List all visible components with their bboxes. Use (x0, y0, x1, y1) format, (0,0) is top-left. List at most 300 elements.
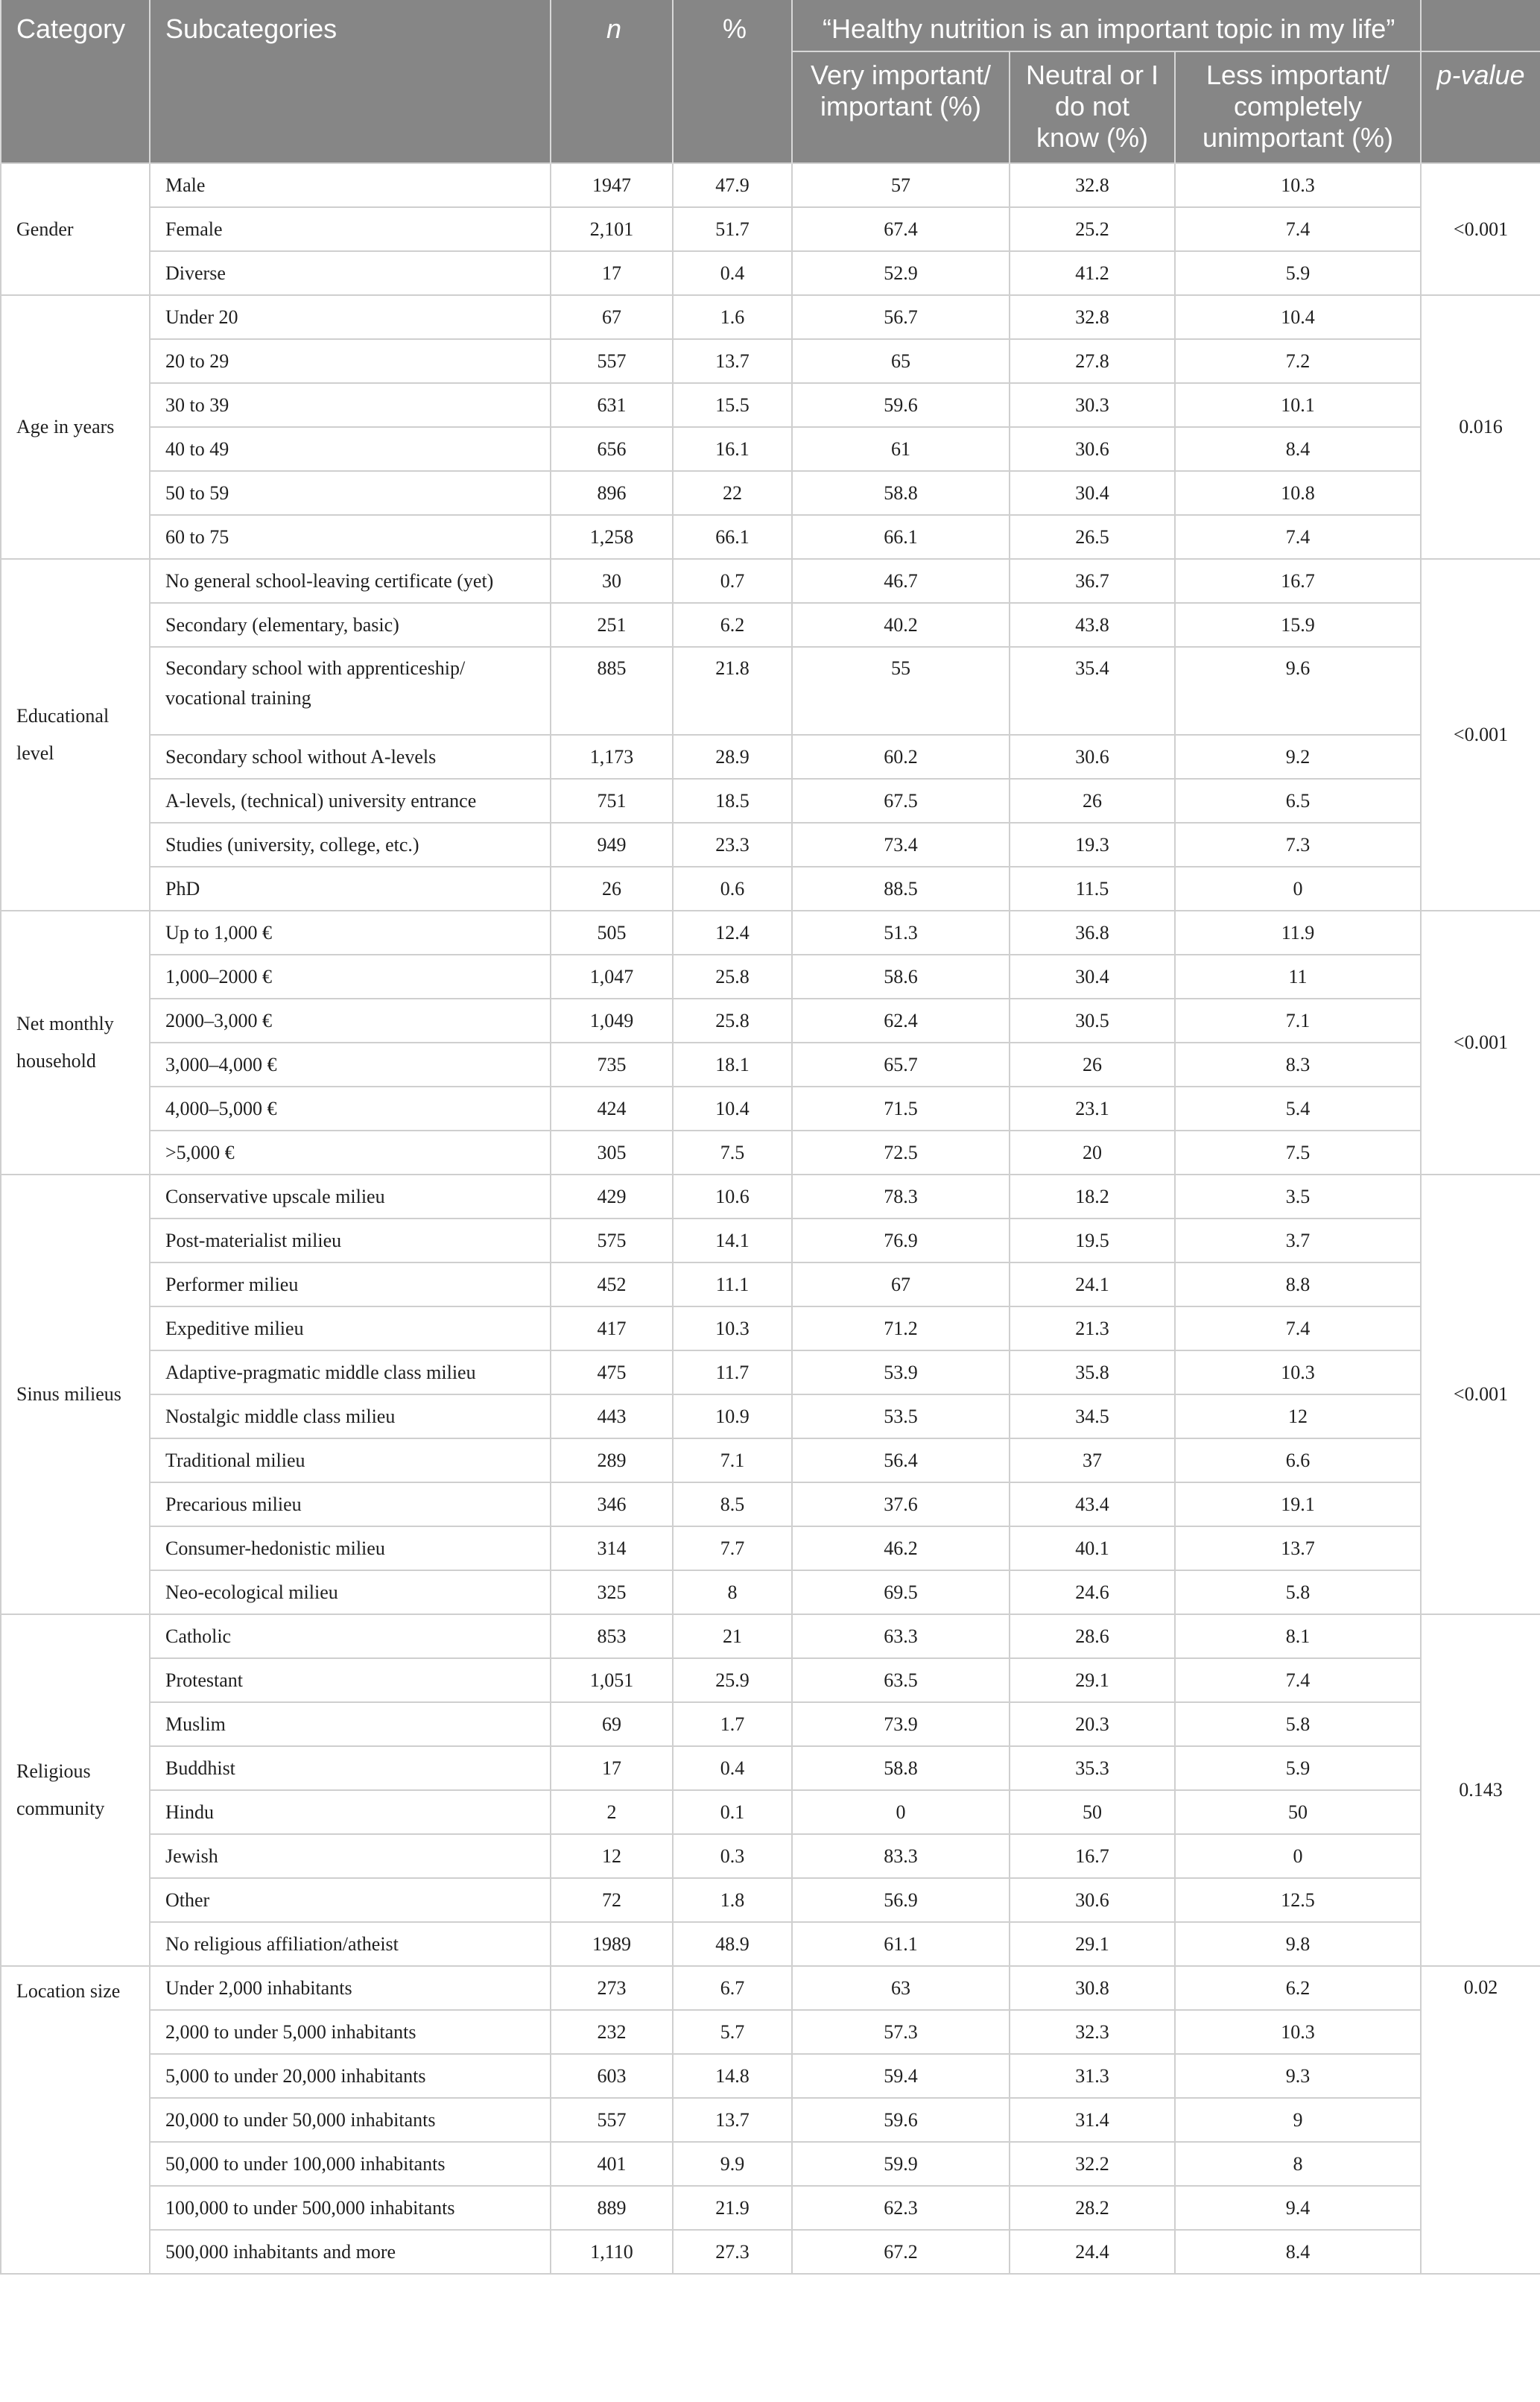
percent-cell: 21 (673, 1614, 792, 1658)
table-row (1, 471, 1540, 515)
n-cell: 17 (551, 1746, 673, 1790)
table-row (1, 1219, 1540, 1262)
percent-cell: 6.7 (673, 1966, 792, 2010)
very-important-cell: 51.3 (792, 911, 1010, 955)
subcategory-cell: No general school-leaving certificate (yet) (150, 559, 551, 603)
less-important-cell: 6.2 (1175, 1966, 1421, 2010)
very-important-cell: 83.3 (792, 1834, 1010, 1878)
subcategory-cell: Conservative upscale milieu (150, 1175, 551, 1219)
neutral-cell: 27.8 (1010, 339, 1175, 383)
very-important-cell: 0 (792, 1790, 1010, 1834)
table-row (1, 1175, 1540, 1219)
less-important-cell: 8.4 (1175, 427, 1421, 471)
less-important-cell: 9.8 (1175, 1922, 1421, 1966)
very-important-cell: 67.5 (792, 779, 1010, 823)
percent-cell: 5.7 (673, 2010, 792, 2054)
neutral-cell: 30.4 (1010, 955, 1175, 999)
subcategory-cell: Performer milieu (150, 1262, 551, 1306)
very-important-cell: 61 (792, 427, 1010, 471)
neutral-cell: 26 (1010, 779, 1175, 823)
subcategory-cell: Male (150, 163, 551, 207)
subcategory-cell: Traditional milieu (150, 1438, 551, 1482)
n-cell: 575 (551, 1219, 673, 1262)
table-row (1, 1087, 1540, 1131)
subcategory-cell: Jewish (150, 1834, 551, 1878)
header-pvalue (1421, 51, 1540, 163)
table-row (1, 1922, 1540, 1966)
less-important-cell: 3.7 (1175, 1219, 1421, 1262)
table-row (1, 1482, 1540, 1526)
very-important-cell: 59.6 (792, 383, 1010, 427)
n-cell: 1,110 (551, 2230, 673, 2274)
neutral-cell: 28.6 (1010, 1614, 1175, 1658)
less-important-cell: 9.4 (1175, 2186, 1421, 2230)
n-cell: 12 (551, 1834, 673, 1878)
subcategory-cell: Precarious milieu (150, 1482, 551, 1526)
subcategory-cell: Studies (university, college, etc.) (150, 823, 551, 867)
percent-cell: 0.3 (673, 1834, 792, 1878)
header-pvalue-text: p-value (1436, 60, 1525, 90)
pvalue-cell: 0.143 (1421, 1614, 1540, 1966)
n-cell: 325 (551, 1570, 673, 1614)
n-cell: 631 (551, 383, 673, 427)
less-important-cell: 5.9 (1175, 1746, 1421, 1790)
subcategory-cell: 2,000 to under 5,000 inhabitants (150, 2010, 551, 2054)
less-important-cell: 9 (1175, 2098, 1421, 2142)
category-cell: Gender (1, 163, 150, 295)
less-important-cell: 11 (1175, 955, 1421, 999)
percent-cell: 66.1 (673, 515, 792, 559)
percent-cell: 27.3 (673, 2230, 792, 2274)
very-important-cell: 71.2 (792, 1306, 1010, 1350)
subcategory-cell: Under 2,000 inhabitants (150, 1966, 551, 2010)
very-important-cell: 63.3 (792, 1614, 1010, 1658)
percent-cell: 10.4 (673, 1087, 792, 1131)
n-cell: 2,101 (551, 207, 673, 251)
n-cell: 735 (551, 1043, 673, 1087)
percent-cell: 25.9 (673, 1658, 792, 1702)
less-important-cell: 0 (1175, 867, 1421, 911)
subcategory-cell: Expeditive milieu (150, 1306, 551, 1350)
subcategory-cell: 20 to 29 (150, 339, 551, 383)
subcategory-cell: 50,000 to under 100,000 inhabitants (150, 2142, 551, 2186)
pvalue-cell: <0.001 (1421, 1175, 1540, 1614)
subcategory-cell: Muslim (150, 1702, 551, 1746)
table-row (1, 823, 1540, 867)
pvalue-cell: 0.02 (1421, 1966, 1540, 2274)
category-cell: Sinus milieus (1, 1175, 150, 1614)
percent-cell: 23.3 (673, 823, 792, 867)
less-important-cell: 12 (1175, 1394, 1421, 1438)
less-important-cell: 8 (1175, 2142, 1421, 2186)
less-important-cell: 7.4 (1175, 515, 1421, 559)
table-row (1, 251, 1540, 295)
less-important-cell: 3.5 (1175, 1175, 1421, 1219)
header-very-important: Very important/ important (%) (792, 51, 1010, 163)
subcategory-cell: Secondary school without A-levels (150, 735, 551, 779)
table-row (1, 955, 1540, 999)
pvalue-cell: <0.001 (1421, 163, 1540, 295)
percent-cell: 25.8 (673, 955, 792, 999)
very-important-cell: 37.6 (792, 1482, 1010, 1526)
percent-cell: 7.7 (673, 1526, 792, 1570)
pvalue-cell: 0.016 (1421, 295, 1540, 559)
header-n: n (551, 0, 673, 163)
percent-cell: 0.4 (673, 1746, 792, 1790)
very-important-cell: 67.2 (792, 2230, 1010, 2274)
table-row (1, 207, 1540, 251)
header-percent: % (673, 0, 792, 163)
very-important-cell: 72.5 (792, 1131, 1010, 1175)
very-important-cell: 55 (792, 647, 1010, 735)
neutral-cell: 20.3 (1010, 1702, 1175, 1746)
less-important-cell: 9.3 (1175, 2054, 1421, 2098)
table-row (1, 163, 1540, 207)
less-important-cell: 50 (1175, 1790, 1421, 1834)
n-cell: 30 (551, 559, 673, 603)
header-less-important: Less important/ completely unimportant (%) (1175, 51, 1421, 163)
table-row (1, 1394, 1540, 1438)
table-row (1, 999, 1540, 1043)
very-important-cell: 69.5 (792, 1570, 1010, 1614)
n-cell: 557 (551, 2098, 673, 2142)
table-row (1, 603, 1540, 647)
neutral-cell: 31.4 (1010, 2098, 1175, 2142)
less-important-cell: 16.7 (1175, 559, 1421, 603)
less-important-cell: 5.8 (1175, 1702, 1421, 1746)
neutral-cell: 25.2 (1010, 207, 1175, 251)
n-cell: 346 (551, 1482, 673, 1526)
table-row (1, 911, 1540, 955)
table-row (1, 2186, 1540, 2230)
n-cell: 429 (551, 1175, 673, 1219)
very-important-cell: 65.7 (792, 1043, 1010, 1087)
n-cell: 273 (551, 1966, 673, 2010)
less-important-cell: 5.9 (1175, 251, 1421, 295)
subcategory-cell: Hindu (150, 1790, 551, 1834)
percent-cell: 1.7 (673, 1702, 792, 1746)
n-cell: 251 (551, 603, 673, 647)
very-important-cell: 46.2 (792, 1526, 1010, 1570)
n-cell: 1,258 (551, 515, 673, 559)
very-important-cell: 78.3 (792, 1175, 1010, 1219)
less-important-cell: 7.4 (1175, 1306, 1421, 1350)
very-important-cell: 66.1 (792, 515, 1010, 559)
n-cell: 949 (551, 823, 673, 867)
subcategory-cell: 20,000 to under 50,000 inhabitants (150, 2098, 551, 2142)
header-category: Category (1, 0, 150, 163)
neutral-cell: 24.4 (1010, 2230, 1175, 2274)
subcategory-cell: 5,000 to under 20,000 inhabitants (150, 2054, 551, 2098)
n-cell: 69 (551, 1702, 673, 1746)
neutral-cell: 24.1 (1010, 1262, 1175, 1306)
n-cell: 1,049 (551, 999, 673, 1043)
category-cell: Location size (1, 1966, 150, 2274)
n-cell: 1,051 (551, 1658, 673, 1702)
less-important-cell: 6.6 (1175, 1438, 1421, 1482)
table-row (1, 515, 1540, 559)
table-row (1, 2230, 1540, 2274)
less-important-cell: 8.3 (1175, 1043, 1421, 1087)
n-cell: 603 (551, 2054, 673, 2098)
neutral-cell: 35.8 (1010, 1350, 1175, 1394)
header-subcategories: Subcategories (150, 0, 551, 163)
subcategory-cell: Secondary (elementary, basic) (150, 603, 551, 647)
very-important-cell: 76.9 (792, 1219, 1010, 1262)
very-important-cell: 88.5 (792, 867, 1010, 911)
neutral-cell: 21.3 (1010, 1306, 1175, 1350)
less-important-cell: 7.4 (1175, 1658, 1421, 1702)
very-important-cell: 73.4 (792, 823, 1010, 867)
header-blank (1421, 0, 1540, 51)
very-important-cell: 56.4 (792, 1438, 1010, 1482)
very-important-cell: 58.8 (792, 1746, 1010, 1790)
subcategory-cell: 2000–3,000 € (150, 999, 551, 1043)
table-row (1, 339, 1540, 383)
subcategory-cell: Protestant (150, 1658, 551, 1702)
less-important-cell: 0 (1175, 1834, 1421, 1878)
n-cell: 1989 (551, 1922, 673, 1966)
percent-cell: 1.8 (673, 1878, 792, 1922)
subcategory-cell: Diverse (150, 251, 551, 295)
very-important-cell: 57.3 (792, 2010, 1010, 2054)
n-cell: 232 (551, 2010, 673, 2054)
less-important-cell: 7.3 (1175, 823, 1421, 867)
less-important-cell: 11.9 (1175, 911, 1421, 955)
category-cell: Educational level (1, 559, 150, 911)
percent-cell: 51.7 (673, 207, 792, 251)
very-important-cell: 67 (792, 1262, 1010, 1306)
subcategory-cell: Neo-ecological milieu (150, 1570, 551, 1614)
very-important-cell: 53.5 (792, 1394, 1010, 1438)
less-important-cell: 8.1 (1175, 1614, 1421, 1658)
percent-cell: 18.5 (673, 779, 792, 823)
percent-cell: 28.9 (673, 735, 792, 779)
table-row (1, 1526, 1540, 1570)
less-important-cell: 5.8 (1175, 1570, 1421, 1614)
neutral-cell: 30.6 (1010, 427, 1175, 471)
less-important-cell: 6.5 (1175, 779, 1421, 823)
n-cell: 656 (551, 427, 673, 471)
neutral-cell: 31.3 (1010, 2054, 1175, 2098)
percent-cell: 10.6 (673, 1175, 792, 1219)
less-important-cell: 10.3 (1175, 163, 1421, 207)
percent-cell: 47.9 (673, 163, 792, 207)
table-row (1, 1658, 1540, 1702)
table-row (1, 1262, 1540, 1306)
subcategory-cell: 100,000 to under 500,000 inhabitants (150, 2186, 551, 2230)
table-row (1, 427, 1540, 471)
very-important-cell: 46.7 (792, 559, 1010, 603)
n-cell: 443 (551, 1394, 673, 1438)
less-important-cell: 7.2 (1175, 339, 1421, 383)
category-cell: Net monthly household (1, 911, 150, 1175)
n-cell: 401 (551, 2142, 673, 2186)
neutral-cell: 32.8 (1010, 163, 1175, 207)
very-important-cell: 63.5 (792, 1658, 1010, 1702)
table-row (1, 383, 1540, 427)
very-important-cell: 56.9 (792, 1878, 1010, 1922)
table-row (1, 779, 1540, 823)
less-important-cell: 13.7 (1175, 1526, 1421, 1570)
very-important-cell: 60.2 (792, 735, 1010, 779)
n-cell: 72 (551, 1878, 673, 1922)
less-important-cell: 8.8 (1175, 1262, 1421, 1306)
pvalue-cell: <0.001 (1421, 911, 1540, 1175)
percent-cell: 14.8 (673, 2054, 792, 2098)
table-row (1, 2054, 1540, 2098)
table-row (1, 2010, 1540, 2054)
n-cell: 452 (551, 1262, 673, 1306)
very-important-cell: 58.6 (792, 955, 1010, 999)
table-row (1, 1350, 1540, 1394)
neutral-cell: 43.8 (1010, 603, 1175, 647)
neutral-cell: 19.3 (1010, 823, 1175, 867)
very-important-cell: 71.5 (792, 1087, 1010, 1131)
pvalue-cell: <0.001 (1421, 559, 1540, 911)
subcategory-cell: >5,000 € (150, 1131, 551, 1175)
table-row (1, 1614, 1540, 1658)
n-cell: 1,173 (551, 735, 673, 779)
less-important-cell: 8.4 (1175, 2230, 1421, 2274)
n-cell: 424 (551, 1087, 673, 1131)
neutral-cell: 23.1 (1010, 1087, 1175, 1131)
subcategory-cell: 60 to 75 (150, 515, 551, 559)
table-row (1, 1438, 1540, 1482)
n-cell: 1,047 (551, 955, 673, 999)
less-important-cell: 12.5 (1175, 1878, 1421, 1922)
neutral-cell: 32.8 (1010, 295, 1175, 339)
neutral-cell: 30.8 (1010, 1966, 1175, 2010)
subcategory-cell: Other (150, 1878, 551, 1922)
neutral-cell: 34.5 (1010, 1394, 1175, 1438)
less-important-cell: 10.8 (1175, 471, 1421, 515)
very-important-cell: 61.1 (792, 1922, 1010, 1966)
neutral-cell: 30.6 (1010, 735, 1175, 779)
subcategory-cell: 4,000–5,000 € (150, 1087, 551, 1131)
n-cell: 417 (551, 1306, 673, 1350)
table-row (1, 1043, 1540, 1087)
table-row (1, 735, 1540, 779)
very-important-cell: 62.3 (792, 2186, 1010, 2230)
subcategory-cell: Consumer-hedonistic milieu (150, 1526, 551, 1570)
table-row (1, 1306, 1540, 1350)
subcategory-cell: Adaptive-pragmatic middle class milieu (150, 1350, 551, 1394)
table-row (1, 2098, 1540, 2142)
very-important-cell: 67.4 (792, 207, 1010, 251)
n-cell: 305 (551, 1131, 673, 1175)
neutral-cell: 37 (1010, 1438, 1175, 1482)
subcategory-cell: PhD (150, 867, 551, 911)
very-important-cell: 53.9 (792, 1350, 1010, 1394)
less-important-cell: 5.4 (1175, 1087, 1421, 1131)
n-cell: 557 (551, 339, 673, 383)
very-important-cell: 63 (792, 1966, 1010, 2010)
less-important-cell: 10.1 (1175, 383, 1421, 427)
percent-cell: 13.7 (673, 2098, 792, 2142)
subcategory-cell: Female (150, 207, 551, 251)
subcategory-cell: No religious affiliation/atheist (150, 1922, 551, 1966)
percent-cell: 8 (673, 1570, 792, 1614)
less-important-cell: 7.4 (1175, 207, 1421, 251)
neutral-cell: 30.4 (1010, 471, 1175, 515)
table-row (1, 1570, 1540, 1614)
percent-cell: 10.9 (673, 1394, 792, 1438)
very-important-cell: 62.4 (792, 999, 1010, 1043)
neutral-cell: 28.2 (1010, 2186, 1175, 2230)
percent-cell: 48.9 (673, 1922, 792, 1966)
neutral-cell: 19.5 (1010, 1219, 1175, 1262)
percent-cell: 6.2 (673, 603, 792, 647)
subcategory-cell: 3,000–4,000 € (150, 1043, 551, 1087)
neutral-cell: 50 (1010, 1790, 1175, 1834)
very-important-cell: 40.2 (792, 603, 1010, 647)
subcategory-cell: Under 20 (150, 295, 551, 339)
n-cell: 1947 (551, 163, 673, 207)
neutral-cell: 30.6 (1010, 1878, 1175, 1922)
very-important-cell: 58.8 (792, 471, 1010, 515)
neutral-cell: 18.2 (1010, 1175, 1175, 1219)
neutral-cell: 29.1 (1010, 1922, 1175, 1966)
neutral-cell: 20 (1010, 1131, 1175, 1175)
percent-cell: 15.5 (673, 383, 792, 427)
percent-cell: 7.5 (673, 1131, 792, 1175)
n-cell: 505 (551, 911, 673, 955)
percent-cell: 12.4 (673, 911, 792, 955)
very-important-cell: 59.6 (792, 2098, 1010, 2142)
table-row (1, 559, 1540, 603)
subcategory-cell: 1,000–2000 € (150, 955, 551, 999)
neutral-cell: 24.6 (1010, 1570, 1175, 1614)
neutral-cell: 29.1 (1010, 1658, 1175, 1702)
table-row (1, 647, 1540, 735)
neutral-cell: 16.7 (1010, 1834, 1175, 1878)
neutral-cell: 30.5 (1010, 999, 1175, 1043)
neutral-cell: 40.1 (1010, 1526, 1175, 1570)
n-cell: 896 (551, 471, 673, 515)
subcategory-cell: Nostalgic middle class milieu (150, 1394, 551, 1438)
percent-cell: 0.7 (673, 559, 792, 603)
table-row (1, 295, 1540, 339)
very-important-cell: 57 (792, 163, 1010, 207)
very-important-cell: 59.4 (792, 2054, 1010, 2098)
table-row (1, 867, 1540, 911)
table-row (1, 1966, 1540, 2010)
subcategory-cell: 30 to 39 (150, 383, 551, 427)
n-cell: 67 (551, 295, 673, 339)
subcategory-cell: A-levels, (technical) university entrance (150, 779, 551, 823)
neutral-cell: 36.7 (1010, 559, 1175, 603)
very-important-cell: 59.9 (792, 2142, 1010, 2186)
n-cell: 853 (551, 1614, 673, 1658)
subcategory-cell: 500,000 inhabitants and more (150, 2230, 551, 2274)
subcategory-cell: Buddhist (150, 1746, 551, 1790)
subcategory-cell: Up to 1,000 € (150, 911, 551, 955)
percent-cell: 22 (673, 471, 792, 515)
percent-cell: 16.1 (673, 427, 792, 471)
neutral-cell: 32.3 (1010, 2010, 1175, 2054)
percent-cell: 25.8 (673, 999, 792, 1043)
neutral-cell: 35.4 (1010, 647, 1175, 735)
subcategory-cell: Post-materialist milieu (150, 1219, 551, 1262)
table-row (1, 1702, 1540, 1746)
n-cell: 26 (551, 867, 673, 911)
neutral-cell: 26 (1010, 1043, 1175, 1087)
percent-cell: 0.6 (673, 867, 792, 911)
table-row (1, 1746, 1540, 1790)
less-important-cell: 15.9 (1175, 603, 1421, 647)
header-question: “Healthy nutrition is an important topic in my life” (792, 0, 1421, 51)
